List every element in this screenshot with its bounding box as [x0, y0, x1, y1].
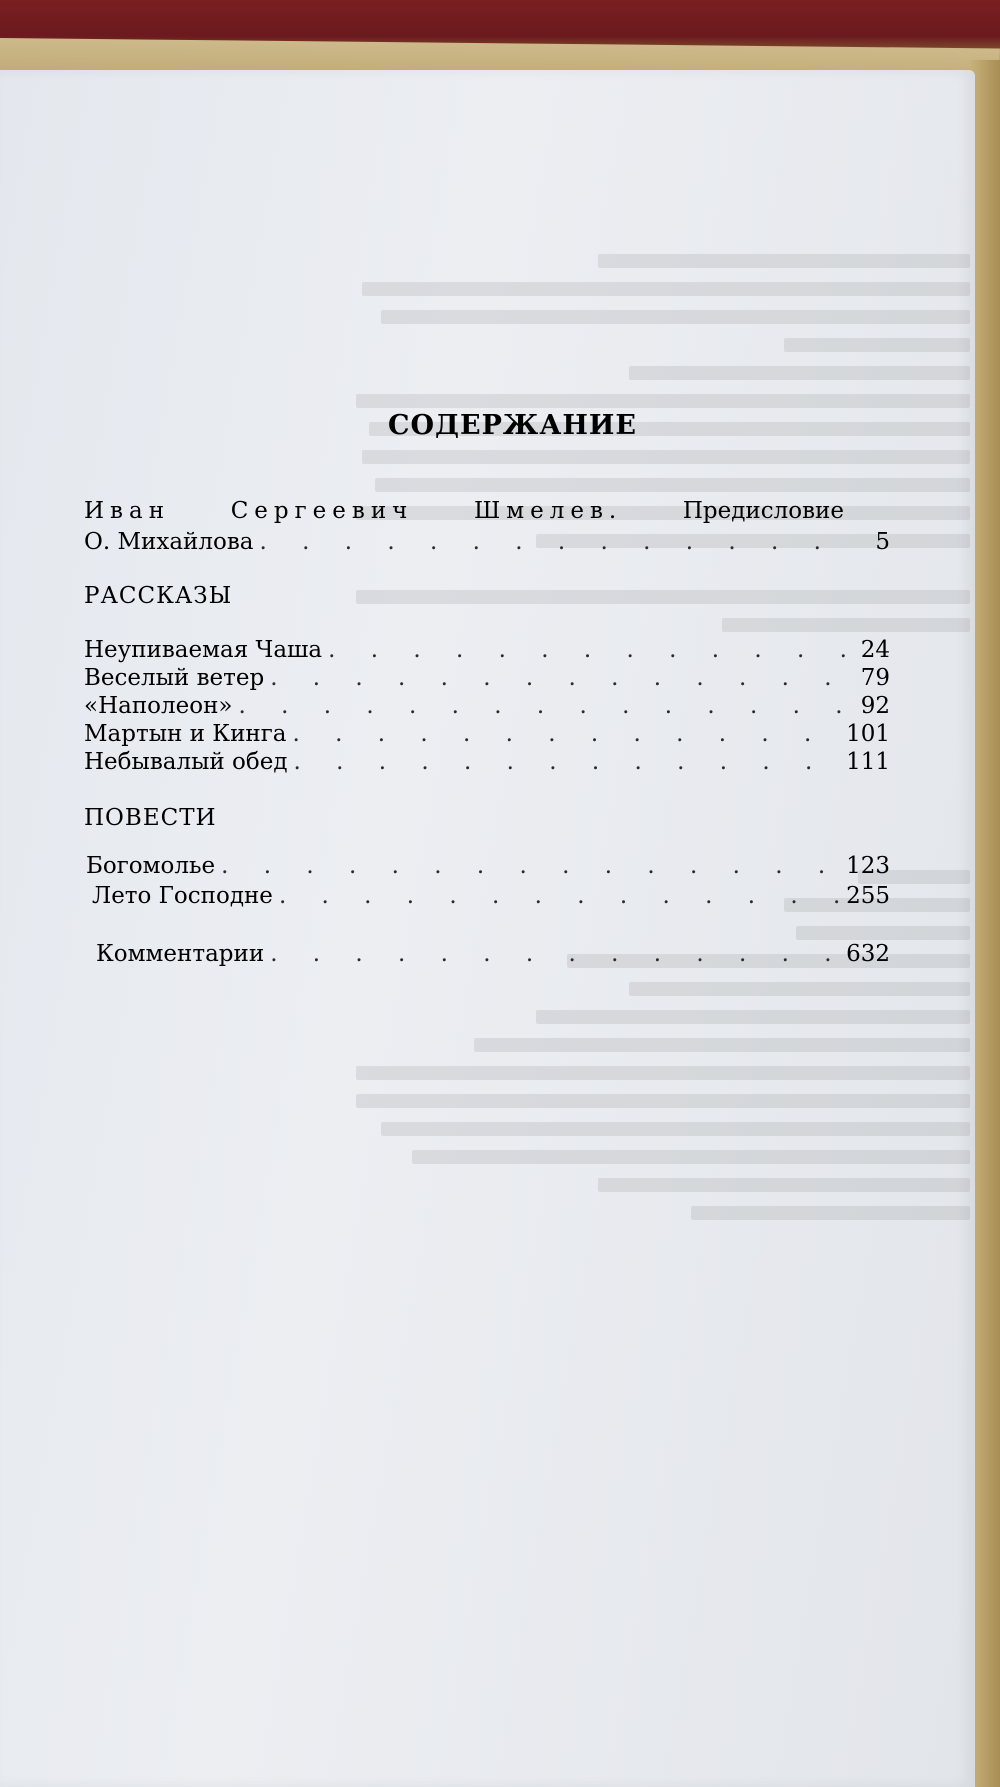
toc-entry[interactable] — [92, 882, 890, 910]
leader-dots — [279, 882, 840, 910]
toc-entry-page: 101 — [846, 721, 890, 747]
toc-entry[interactable] — [84, 692, 890, 720]
toc-entry-title: Богомолье — [86, 853, 216, 879]
toc-entry-page: 111 — [846, 749, 890, 775]
preface-word: Предисловие — [682, 498, 844, 524]
leader-dots — [239, 692, 855, 720]
toc-entry-page: 5 — [875, 529, 890, 555]
leader-dots — [293, 720, 841, 748]
leader-dots — [270, 940, 840, 968]
author-last-name: Шмелев. — [474, 498, 623, 524]
leader-dots — [270, 664, 854, 692]
toc-entry-preface[interactable] — [84, 528, 890, 556]
toc-entry[interactable] — [84, 636, 890, 664]
toc-entry[interactable] — [84, 748, 890, 776]
section-title-novellas: ПОВЕСТИ — [84, 805, 217, 831]
toc-entry-page: 255 — [846, 883, 890, 909]
toc-entry-title: Неупиваемая Чаша — [84, 637, 323, 663]
book-page — [0, 70, 975, 1787]
toc-entry-title: Лето Господне — [92, 883, 273, 909]
leader-dots — [294, 748, 841, 776]
toc-entry-page: 79 — [860, 665, 890, 691]
toc-entry-title: Веселый ветер — [84, 665, 265, 691]
toc-entry[interactable] — [84, 664, 890, 692]
toc-entry-title: Мартын и Кинга — [84, 721, 287, 747]
toc-entry[interactable] — [86, 852, 890, 880]
author-middle-name: Сергеевич — [230, 498, 414, 524]
leader-dots — [221, 852, 840, 880]
toc-entry-page: 123 — [846, 853, 890, 879]
toc-entry-title: О. Михайлова — [84, 529, 254, 555]
toc-entry-page: 24 — [860, 637, 890, 663]
toc-heading: СОДЕРЖАНИЕ — [388, 410, 637, 441]
toc-entry[interactable] — [84, 720, 890, 748]
section-title-stories: РАССКАЗЫ — [84, 583, 233, 609]
toc-entry-title: Комментарии — [96, 941, 265, 967]
leader-dots — [328, 636, 854, 664]
toc-intro-line — [84, 498, 844, 524]
author-first-name: Иван — [84, 498, 171, 524]
toc-entry-title: Небывалый обед — [84, 749, 288, 775]
toc-entry-page: 632 — [846, 941, 890, 967]
leader-dots — [260, 528, 855, 556]
toc-entry-title: «Наполеон» — [84, 693, 233, 719]
toc-entry-commentary[interactable] — [96, 940, 890, 968]
toc-entry-page: 92 — [860, 693, 890, 719]
